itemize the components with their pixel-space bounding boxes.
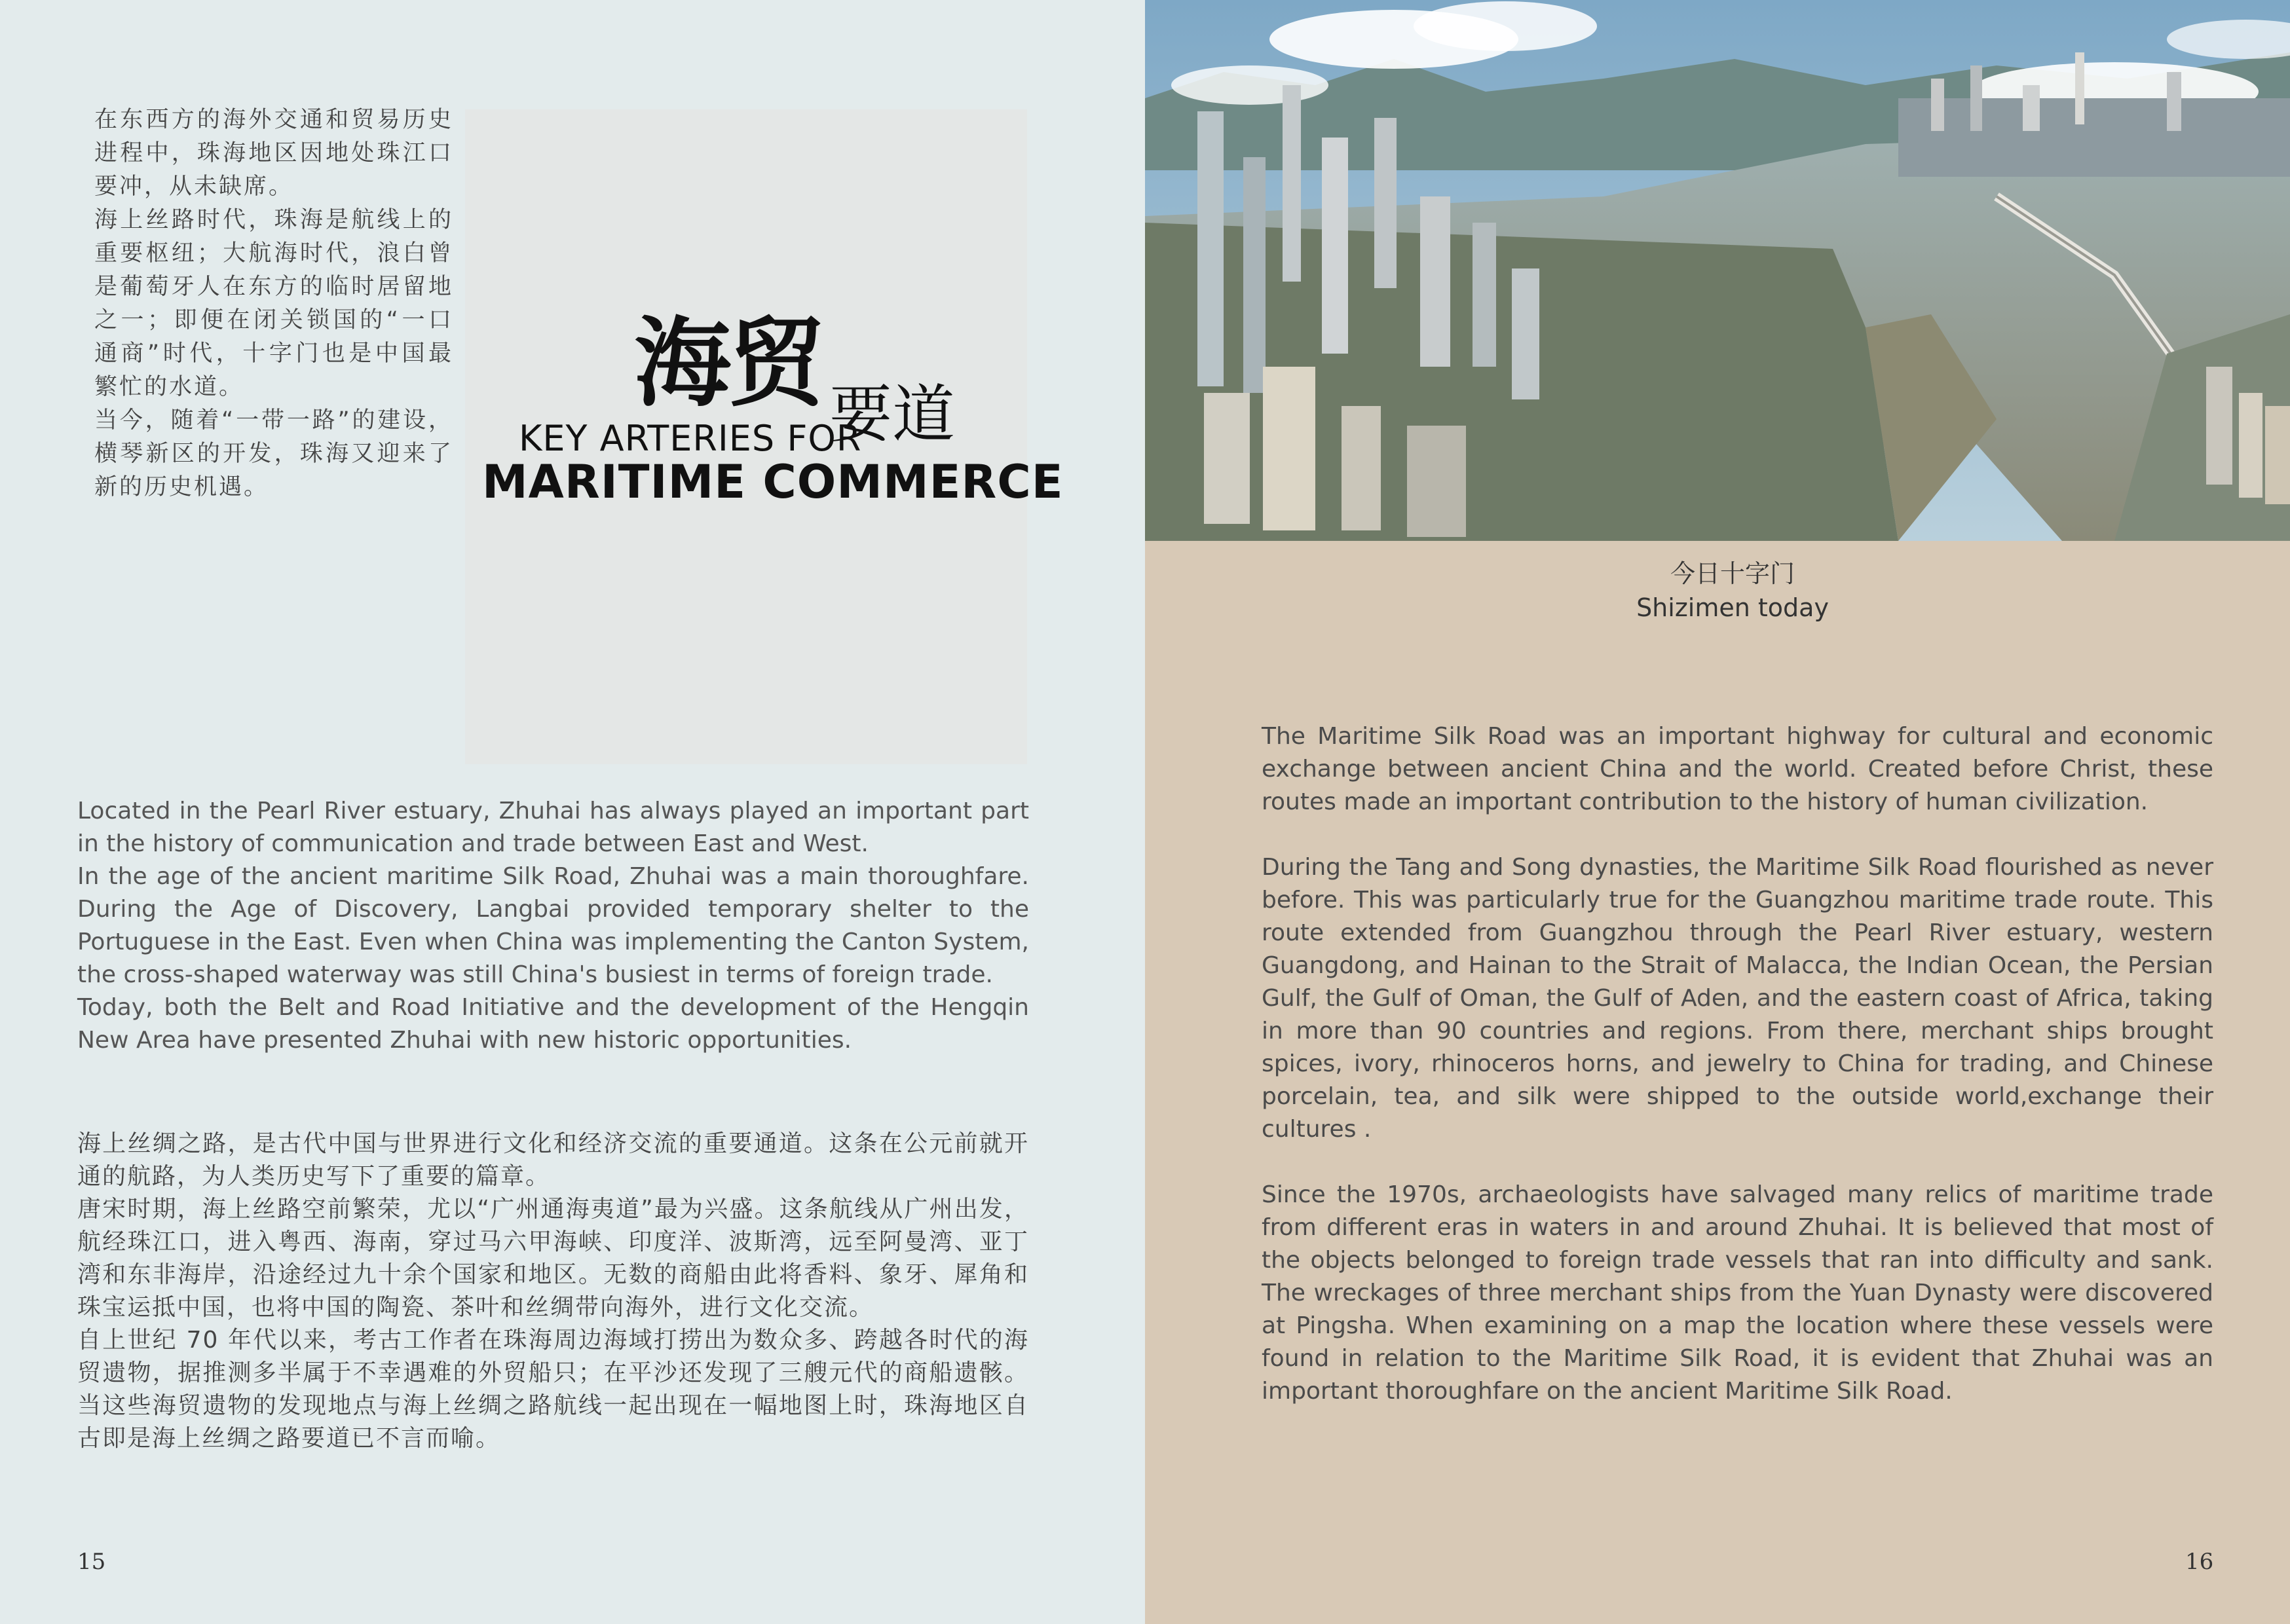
body-paragraph: 海上丝绸之路，是古代中国与世界进行文化和经济交流的重要通道。这条在公元前就开通的航路，为人类历史写下了重要的篇章。 [77, 1130, 1029, 1190]
body-paragraph: Since the 1970s, archaeologists have salvaged many relics of maritime trade from different eras in waters in and around Zhuhai. It is believed that most of the objects belonged to foreign trade vessels that ran into difficulty and sank. The wreckages of three merchant ships from the Yuan Dynasty were discovered at Pingsha. When examining on a map the location where these vessels were found in relation to the Maritime Silk Road, it is evident that Zhuhai was an important thoroughfare on the ancient Maritime Silk Road. [1262, 1181, 2213, 1405]
intro-chinese-text [94, 103, 453, 504]
photo-caption-chinese: 今日十字门 [1670, 559, 1795, 588]
title-english-line1: KEY ARTERIES FOR [519, 418, 862, 459]
body-paragraph: In the age of the ancient maritime Silk Road, Zhuhai was a main thoroughfare. During the Age of Discovery, Langbai provided temporary shelter to the Portuguese in the East. Even when China was implementing the Canton System, the cross-shaped waterway was still China's busiest in terms of foreign trade. [77, 863, 1029, 988]
title-chinese-large: 海贸 [634, 307, 823, 420]
right-english-body [1262, 720, 2213, 1441]
left-english-body [77, 795, 1029, 1057]
intro-paragraph: 当今，随着“一带一路”的建设，横琴新区的开发，珠海又迎来了新的历史机遇。 [94, 407, 453, 500]
photo-caption-english: Shizimen today [1636, 593, 1829, 622]
intro-paragraph: 在东西方的海外交通和贸易历史进程中，珠海地区因地处珠江口要冲，从未缺席。 [94, 107, 453, 200]
shizimen-photo [1145, 0, 2290, 541]
left-chinese-body [77, 1128, 1029, 1455]
page-number-right: 16 [2185, 1549, 2214, 1575]
body-paragraph: Today, both the Belt and Road Initiative and the development of the Hengqin New Area have presented Zhuhai with new historic opportunities. [77, 994, 1029, 1054]
title-english-line2: MARITIME COMMERCE [482, 455, 1064, 509]
title-chinese-small: 要道 [829, 378, 955, 451]
body-paragraph: The Maritime Silk Road was an important highway for cultural and economic exchange between ancient China and the world. Created before Christ, these routes made an important contribution to the history of human civilization. [1262, 723, 2213, 815]
body-paragraph: 自上世纪 70 年代以来，考古工作者在珠海周边海域打捞出为数众多、跨越各时代的海贸遗物，据推测多半属于不幸遇难的外贸船只；在平沙还发现了三艘元代的商船遗骸。当这些海贸遗物的发现地点与海上丝绸之路航线一起出现在一幅地图上时，珠海地区自古即是海上丝绸之路要道已不言而喻。 [77, 1327, 1029, 1452]
body-paragraph: During the Tang and Song dynasties, the Maritime Silk Road flourished as never before. This was particularly true for the Guangzhou maritime trade route. This route extended from Guangzhou through the Pearl River estuary, western Guangdong, and Hainan to the Strait of Malacca, the Indian Ocean, the Persian Gulf, the Gulf of Oman, the Gulf of Aden, and the eastern coast of Africa, taking in more than 90 countries and regions. From there, merchant ships brought spices, ivory, rhinoceros horns, and jewelry to China for trading, and Chinese porcelain, tea, and silk were shipped to the outside world,exchange their cultures . [1262, 854, 2213, 1143]
intro-paragraph: 海上丝路时代，珠海是航线上的重要枢纽；大航海时代，浪白曾是葡萄牙人在东方的临时居留地之一；即便在闭关锁国的“一口通商”时代，十字门也是中国最繁忙的水道。 [94, 207, 453, 400]
body-paragraph: Located in the Pearl River estuary, Zhuhai has always played an important part in the history of communication and trade between East and West. [77, 798, 1029, 857]
body-paragraph: 唐宋时期，海上丝路空前繁荣，尤以“广州通海夷道”最为兴盛。这条航线从广州出发，航经珠江口，进入粤西、海南，穿过马六甲海峡、印度洋、波斯湾，远至阿曼湾、亚丁湾和东非海岸，沿途经过九十余个国家和地区。无数的商船由此将香料、象牙、犀角和珠宝运抵中国，也将中国的陶瓷、茶叶和丝绸带向海外，进行文化交流。 [77, 1196, 1029, 1321]
page-number-left: 15 [77, 1549, 106, 1575]
